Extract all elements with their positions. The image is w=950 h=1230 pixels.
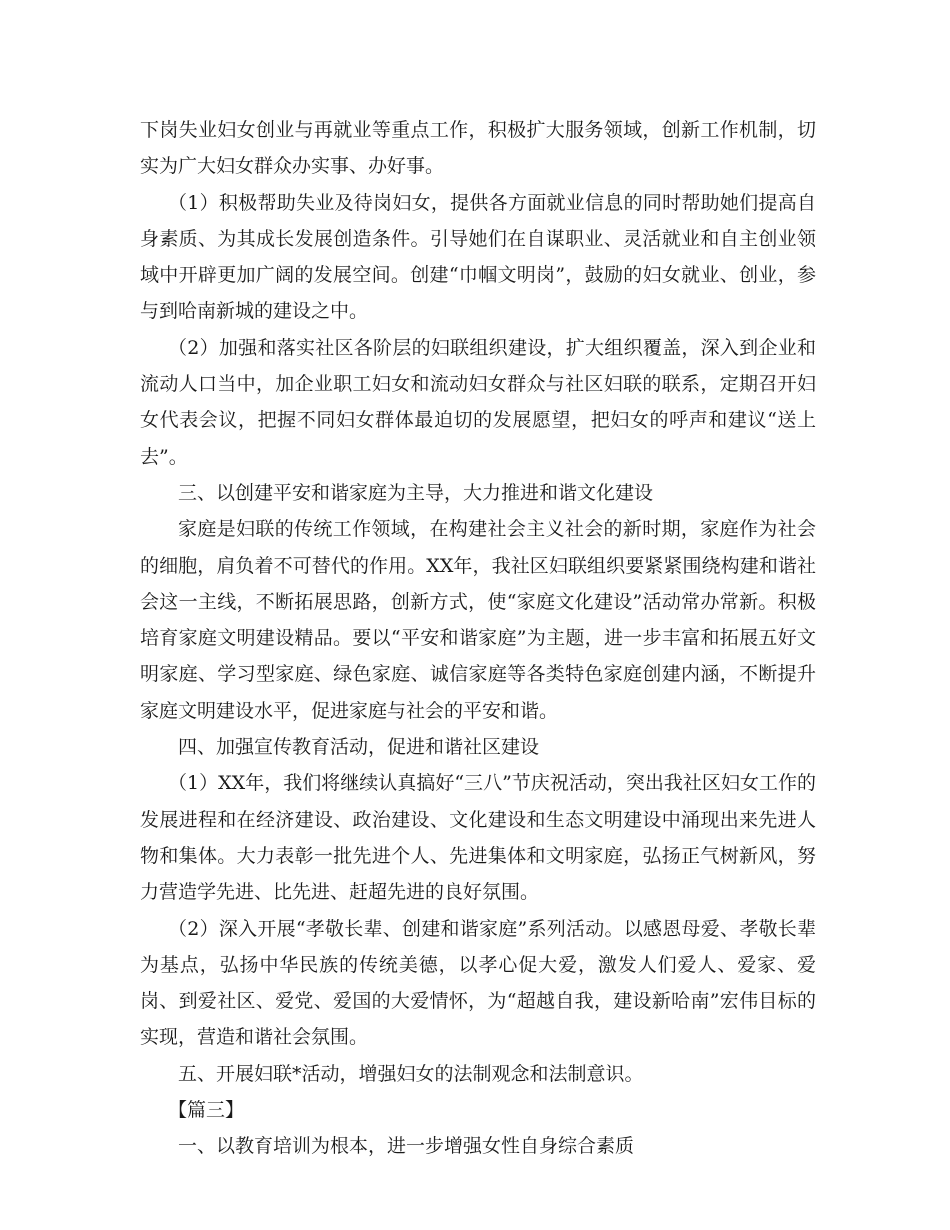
section-heading-1: 一、以教育培训为根本，进一步增强女性自身综合素质 xyxy=(178,1135,635,1158)
document-body xyxy=(140,112,816,1165)
paragraph-continuation: 下岗失业妇女创业与再就业等重点工作，积极扩大服务领域，创新工作机制，切实为广大妇女群众办实事、办好事。 xyxy=(140,119,816,178)
section-heading-3: 三、以创建平安和谐家庭为主导，大力推进和谐文化建设 xyxy=(178,481,654,504)
paragraph-item-3: （1）XX年，我们将继续认真搞好“三八”节庆祝活动，突出我社区妇女工作的发展进程和在经济建设、政治建设、文化建设和生态文明建设中涌现出来先进人物和集体。大力表彰一批先进个人、先进集体和文明家庭，弘扬正气树新风，努力营造学先进、比先进、赶超先进的良好氛围。 xyxy=(140,772,816,904)
paragraph-family: 家庭是妇联的传统工作领域，在构建社会主义社会的新时期，家庭作为社会的细胞，肩负着不可替代的作用。XX年，我社区妇联组织要紧紧围绕构建和谐社会这一主线，不断拓展思路，创新方式，使“家庭文化建设”活动常办常新。积极培育家庭文明建设精品。要以“平安和谐家庭”为主题，进一步丰富和拓展五好文明家庭、学习型家庭、绿色家庭、诚信家庭等各类特色家庭创建内涵，不断提升家庭文明建设水平，促进家庭与社会的平安和谐。 xyxy=(140,518,816,722)
paragraph-item-2: （2）加强和落实社区各阶层的妇联组织建设，扩大组织覆盖，深入到企业和流动人口当中，加企业职工妇女和流动妇女群众与社区妇联的联系，定期召开妇女代表会议，把握不同妇女群体最迫切的发展愿望，把妇女的呼声和建议“送上去”。 xyxy=(140,336,816,468)
paragraph-item-4: （2）深入开展“孝敬长辈、创建和谐家庭”系列活动。以感恩母爱、孝敬长辈为基点，弘扬中华民族的传统美德，以孝心促大爱，激发人们爱人、爱家、爱岗、到爱社区、爱党、爱国的大爱情怀，为“超越自我，建设新哈南”宏伟目标的实现，营造和谐社会氛围。 xyxy=(140,917,816,1049)
chapter-marker: 【篇三】 xyxy=(168,1099,245,1122)
section-heading-5: 五、开展妇联*活动，增强妇女的法制观念和法制意识。 xyxy=(178,1062,644,1085)
section-heading-4: 四、加强宣传教育活动，促进和谐社区建设 xyxy=(178,736,540,759)
paragraph-item-1: （1）积极帮助失业及待岗妇女，提供各方面就业信息的同时帮助她们提高自身素质、为其成长发展创造条件。引导她们在自谋职业、灵活就业和自主创业领域中开辟更加广阔的发展空间。创建“巾帼文明岗”，鼓励的妇女就业、创业，参与到哈南新城的建设之中。 xyxy=(140,191,816,323)
